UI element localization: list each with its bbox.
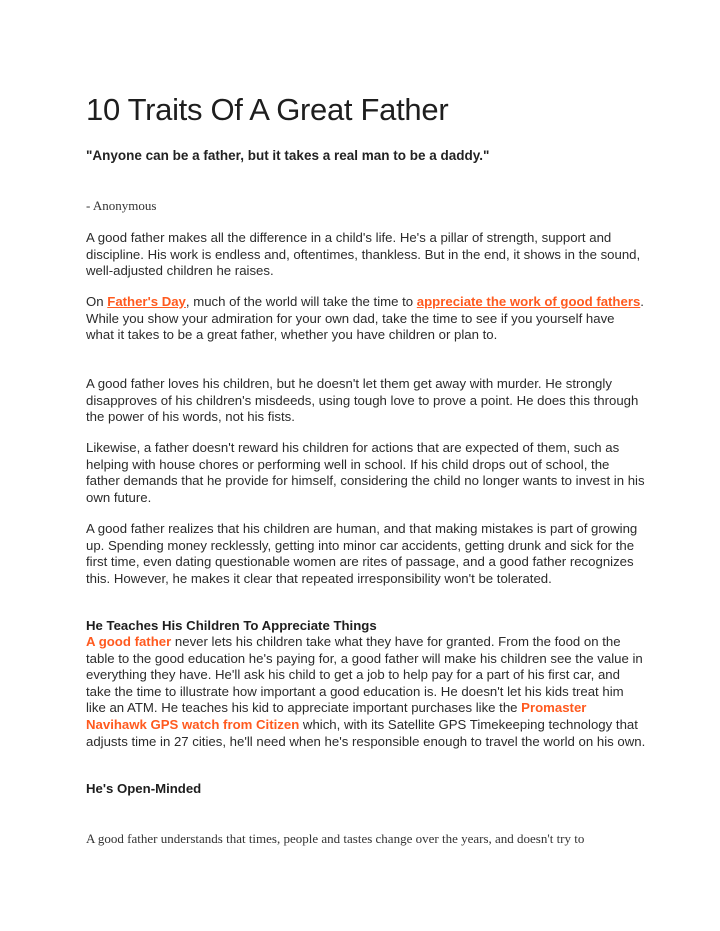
section-heading-open-minded: He's Open-Minded bbox=[86, 781, 202, 796]
paragraph-intro: A good father makes all the difference in a child's life. He's a pillar of strength, support and discipline. His work is endless and, oftentimes, thankless. But in the end, it shows in the sound, well-adjusted children he raises. bbox=[86, 230, 641, 279]
fathers-day-link[interactable]: Father's Day bbox=[107, 294, 186, 309]
promaster-watch-highlight[interactable]: Promaster Navihawk GPS watch from Citizen bbox=[86, 700, 587, 732]
page-title: 10 Traits Of A Great Father bbox=[86, 92, 449, 127]
text-run: . While you show your admiration for your own dad, take the time to see if you yourself have what it takes to be a great father, whether you have children or plan to. bbox=[86, 294, 644, 343]
paragraph-appreciate bbox=[86, 634, 646, 750]
quote-attribution: - Anonymous bbox=[86, 198, 157, 213]
text-run: , much of the world will take the time to bbox=[185, 294, 417, 309]
appreciate-fathers-link[interactable]: appreciate the work of good fathers bbox=[416, 294, 641, 309]
paragraph-open-minded: A good father understands that times, people and tastes change over the years, and doesn't try to bbox=[86, 831, 585, 846]
quote: "Anyone can be a father, but it takes a real man to be a daddy." bbox=[86, 148, 490, 163]
paragraph-loves-children: A good father loves his children, but he doesn't let them get away with murder. He strongly disapproves of his children's misdeeds, using tough love to prove a point. He does this through the power of his words, not his fists. bbox=[86, 376, 639, 425]
paragraph-no-reward: Likewise, a father doesn't reward his children for actions that are expected of them, such as helping with house chores or performing well in school. If his child drops out of school, the father demands that he provide for himself, considering the child no longer wants to invest in his own future. bbox=[86, 440, 645, 505]
section-heading-appreciate: He Teaches His Children To Appreciate Things bbox=[86, 618, 377, 633]
text-run: which, with its Satellite GPS Timekeeping technology that adjusts time in 27 cities, he'll need when he's responsible enough to travel the world on his own. bbox=[86, 716, 646, 749]
text-run: never lets his children take what they have for granted. From the food on the table to the good education he's paying for, a good father will make his children see the value in everything they have. He'll ask his child to get a job to help pay for a part of his first car, and take the time to illustrate how important a good education is. He doesn't let his kids treat him like an ATM. He teaches his kid to appreciate important purchases like the bbox=[86, 634, 643, 716]
text-run: On bbox=[86, 294, 108, 309]
paragraph-mistakes: A good father realizes that his children are human, and that making mistakes is part of growing up. Spending money recklessly, getting into minor car accidents, getting drunk and sick for the first time, even dating questionable women are rites of passage, and a good father recognizes this. However, he makes it clear that repeated irresponsibility won't be tolerated. bbox=[86, 521, 638, 586]
good-father-highlight[interactable]: A good father bbox=[86, 634, 172, 649]
paragraph-fathers-day bbox=[86, 294, 646, 344]
